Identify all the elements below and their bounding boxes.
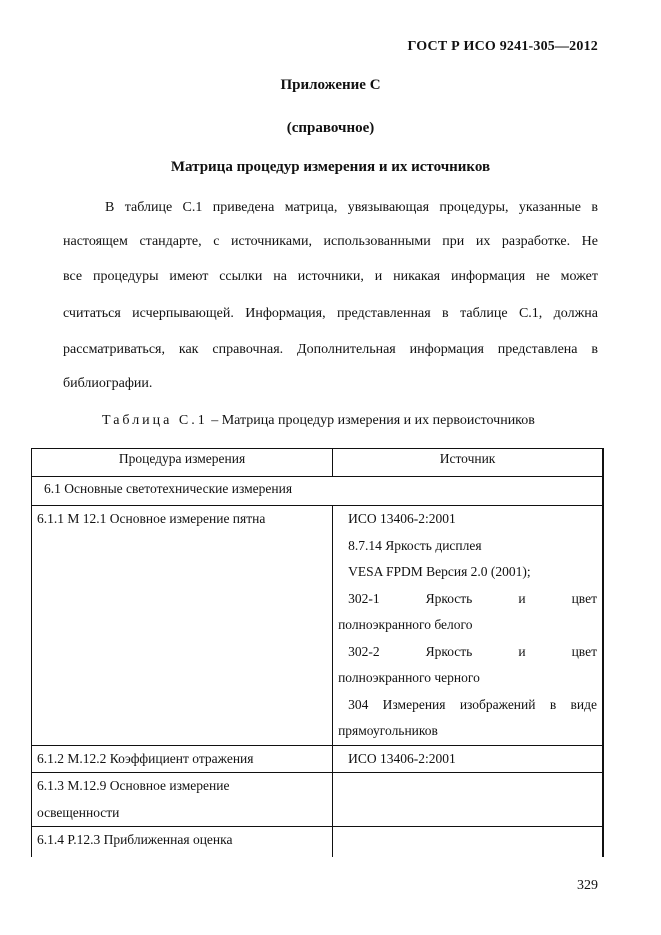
source-word: 302-1 — [348, 590, 380, 606]
table-row — [32, 506, 604, 746]
source-line: полноэкранного черного — [338, 670, 480, 685]
source-line — [338, 586, 597, 613]
source-word: цвет — [571, 643, 597, 659]
source-line: ИСО 13406-2:2001 — [348, 750, 456, 766]
column-header-procedure: Процедура измерения — [32, 449, 333, 477]
source-line: VESA FPDM Версия 2.0 (2001); — [348, 564, 531, 579]
source-line: полноэкранного белого — [338, 617, 473, 632]
table-section-row — [32, 477, 604, 506]
paragraph-line: библиографии. — [63, 376, 153, 391]
paragraph-line: настоящем стандарте, с источниками, использованными при их разработке. Не — [63, 234, 598, 249]
procedure-cell: 6.1.4 Р.12.3 Приближенная оценка — [32, 827, 333, 858]
table-caption-text: – Матрица процедур измерения и их первоисточников — [207, 413, 535, 428]
source-cell — [333, 773, 603, 827]
procedure-text: 6.1.1 М 12.1 Основное измерение пятна — [37, 511, 266, 526]
source-word: и — [518, 590, 526, 606]
procedure-line: освещенности — [37, 804, 120, 820]
procedure-line: 6.1.3 М.12.9 Основное измерение — [37, 778, 230, 793]
source-line: 8.7.14 Яркость дисплея — [348, 537, 482, 553]
source-word: Яркость — [425, 643, 473, 659]
table-row — [32, 827, 604, 858]
appendix-type: (справочное) — [286, 120, 375, 136]
procedure-cell: 6.1.2 М.12.2 Коэффициент отражения — [32, 745, 333, 773]
source-cell — [333, 745, 603, 773]
source-line: 304 Измерения изображений в виде — [348, 696, 597, 712]
table-caption-label: Таблица С.1 — [102, 413, 208, 428]
standard-designation: ГОСТ Р ИСО 9241-305—2012 — [407, 39, 598, 54]
source-cell — [333, 506, 603, 746]
procedure-cell — [32, 773, 333, 827]
column-header-source: Источник — [333, 449, 603, 477]
page-number: 329 — [577, 878, 598, 893]
source-word: Яркость — [425, 590, 473, 606]
source-word: и — [518, 643, 526, 659]
table-row — [32, 745, 604, 773]
table-header-row — [32, 449, 604, 477]
appendix-heading: Матрица процедур измерения и их источников — [170, 159, 491, 175]
source-line — [338, 639, 597, 666]
paragraph-line: считаться исчерпывающей. Информация, представленная в таблице С.1, должна — [63, 306, 598, 321]
source-line: прямоугольников — [338, 723, 438, 738]
table-caption — [102, 413, 535, 429]
section-label: 6.1 Основные светотехнические измерения — [32, 477, 604, 506]
source-line: ИСО 13406-2:2001 — [348, 511, 456, 526]
measurement-matrix-table — [31, 448, 604, 857]
source-word: 302-2 — [348, 643, 380, 659]
paragraph-line: В таблице С.1 приведена матрица, увязывающая процедуры, указанные в — [105, 200, 598, 215]
paragraph-line: рассматриваться, как справочная. Дополнительная информация представлена в — [63, 342, 598, 357]
appendix-title: Приложение С — [280, 77, 381, 93]
table-row — [32, 773, 604, 827]
source-cell — [333, 827, 603, 858]
source-word: цвет — [571, 590, 597, 606]
paragraph-line: все процедуры имеют ссылки на источники, и никакая информация не может — [63, 269, 598, 284]
procedure-cell — [32, 506, 333, 746]
